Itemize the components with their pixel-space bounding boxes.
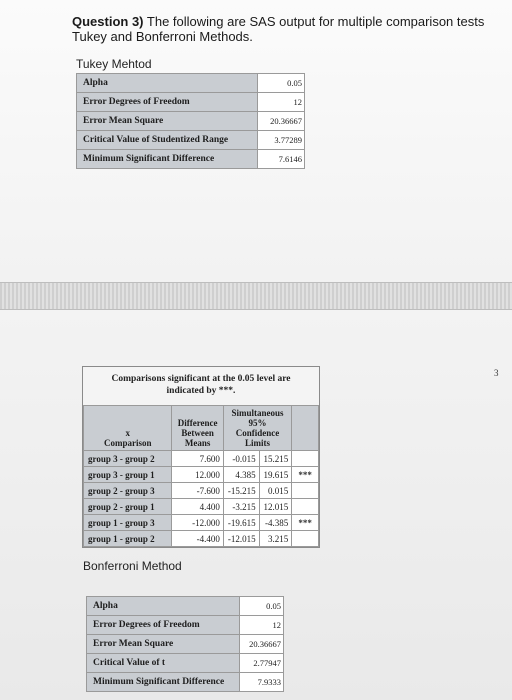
difference-value: -12.000 <box>172 515 223 531</box>
header-significance <box>292 406 319 451</box>
difference-value: 12.000 <box>172 467 223 483</box>
tukey-summary-table <box>76 73 305 169</box>
comparison-label: group 1 - group 2 <box>84 531 172 547</box>
header-difference-line-3: Means <box>184 438 211 448</box>
header-difference-line-1: Difference <box>177 418 218 428</box>
summary-row <box>87 654 284 673</box>
summary-label: Error Degrees of Freedom <box>77 93 258 112</box>
summary-label: Error Mean Square <box>77 112 258 131</box>
summary-label: Critical Value of t <box>87 654 240 673</box>
upper-limit-value: -4.385 <box>259 515 292 531</box>
comparison-label: group 1 - group 3 <box>84 515 172 531</box>
significance-mark <box>292 451 319 467</box>
summary-label: Minimum Significant Difference <box>87 673 240 692</box>
summary-row <box>77 93 305 112</box>
lower-limit-value: -12.015 <box>223 531 259 547</box>
summary-label: Error Mean Square <box>87 635 240 654</box>
summary-label: Error Degrees of Freedom <box>87 616 240 635</box>
difference-value: -4.400 <box>172 531 223 547</box>
comparison-label: group 2 - group 1 <box>84 499 172 515</box>
summary-row <box>87 635 284 654</box>
header-ci-line-4: Limits <box>245 438 271 448</box>
summary-label: Alpha <box>77 74 258 93</box>
bonferroni-caption: Bonferroni Method <box>83 559 182 573</box>
lower-limit-value: -19.615 <box>223 515 259 531</box>
comparisons-block <box>82 366 320 548</box>
difference-value: -7.600 <box>172 483 223 499</box>
page-number: 3 <box>494 368 499 378</box>
bonferroni-summary-table <box>86 596 284 692</box>
difference-value: 4.400 <box>172 499 223 515</box>
header-ci-line-2: 95% <box>248 418 267 428</box>
upper-limit-value: 3.215 <box>259 531 292 547</box>
comparison-row <box>84 531 319 547</box>
header-difference <box>172 406 223 451</box>
summary-value: 2.77947 <box>240 654 284 673</box>
page-separator <box>0 282 512 310</box>
question-number: Question 3) <box>72 14 144 29</box>
summary-row <box>77 74 305 93</box>
comparison-row <box>84 467 319 483</box>
lower-limit-value: -0.015 <box>223 451 259 467</box>
summary-value: 0.05 <box>258 74 305 93</box>
summary-value: 7.6146 <box>258 150 305 169</box>
summary-value: 20.36667 <box>240 635 284 654</box>
summary-value: 20.36667 <box>258 112 305 131</box>
summary-row <box>77 112 305 131</box>
difference-value: 7.600 <box>172 451 223 467</box>
summary-label: Alpha <box>87 597 240 616</box>
header-ci-line-3: Confidence <box>235 428 280 438</box>
question-body: The following are SAS output for multiple comparison tests Tukey and Bonferroni Methods. <box>72 14 485 44</box>
upper-limit-value: 12.015 <box>259 499 292 515</box>
comparison-label: group 2 - group 3 <box>84 483 172 499</box>
question-text <box>72 14 504 44</box>
lower-limit-value: 4.385 <box>223 467 259 483</box>
summary-value: 3.77289 <box>258 131 305 150</box>
significance-mark: *** <box>292 515 319 531</box>
summary-row <box>87 673 284 692</box>
comparisons-table <box>83 405 319 547</box>
summary-value: 12 <box>240 616 284 635</box>
comparisons-title <box>83 367 319 405</box>
upper-limit-value: 19.615 <box>259 467 292 483</box>
significance-mark <box>292 531 319 547</box>
comparison-label: group 3 - group 2 <box>84 451 172 467</box>
tukey-caption: Tukey Mehtod <box>76 57 152 71</box>
header-difference-line-2: Between <box>181 428 214 438</box>
summary-label: Minimum Significant Difference <box>77 150 258 169</box>
comparisons-title-line-2: indicated by ***. <box>166 386 236 396</box>
upper-limit-value: 15.215 <box>259 451 292 467</box>
summary-label: Critical Value of Studentized Range <box>77 131 258 150</box>
lower-limit-value: -15.215 <box>223 483 259 499</box>
lower-limit-value: -3.215 <box>223 499 259 515</box>
significance-mark <box>292 499 319 515</box>
summary-row <box>77 131 305 150</box>
header-comparison-mark: x <box>125 428 130 438</box>
significance-mark <box>292 483 319 499</box>
header-comparison-label: Comparison <box>103 438 152 448</box>
upper-limit-value: 0.015 <box>259 483 292 499</box>
summary-value: 7.9333 <box>240 673 284 692</box>
summary-row <box>87 597 284 616</box>
summary-value: 12 <box>258 93 305 112</box>
comparison-row <box>84 483 319 499</box>
comparison-row <box>84 451 319 467</box>
header-ci-line-1: Simultaneous <box>231 408 284 418</box>
summary-row <box>87 616 284 635</box>
comparisons-title-line-1: Comparisons significant at the 0.05 level are <box>111 374 291 384</box>
significance-mark: *** <box>292 467 319 483</box>
header-confidence-limits <box>223 406 291 451</box>
summary-row <box>77 150 305 169</box>
summary-value: 0.05 <box>240 597 284 616</box>
comparison-row <box>84 515 319 531</box>
comparison-row <box>84 499 319 515</box>
comparison-label: group 3 - group 1 <box>84 467 172 483</box>
header-comparison <box>84 406 172 451</box>
